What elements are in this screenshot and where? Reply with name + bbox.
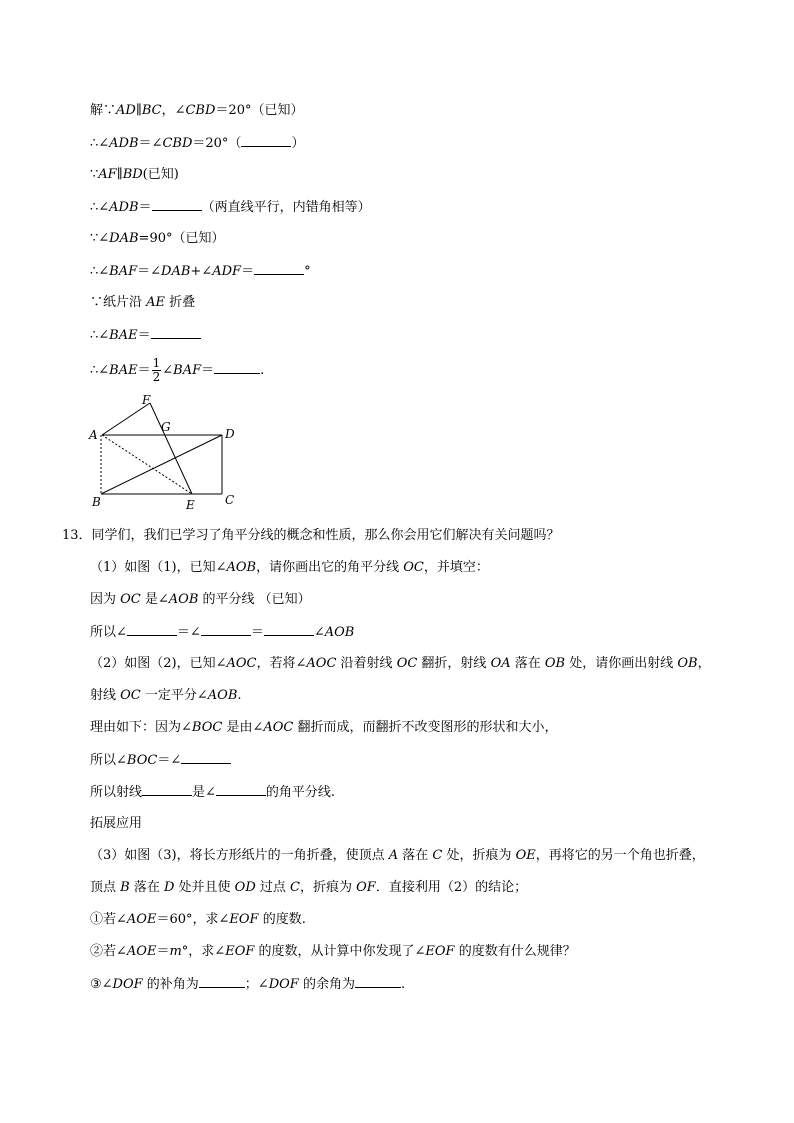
solution-line-7: ∵纸片沿 AE 折叠 [90, 295, 196, 310]
q13-title: 13．同学们，我们已学习了角平分线的概念和性质，那么你会用它们解决有关问题吗？ [62, 528, 560, 543]
q13-part2-claim: 射线 OC 一定平分∠AOB. [90, 688, 242, 703]
fraction-half: $\frac{1}{2}$ [152, 356, 161, 384]
solution-line-3: ∵AF∥BD(已知) [90, 167, 179, 182]
answer-blank[interactable] [152, 198, 202, 211]
q13-part3: （3）如图（3)，将长方形纸片的一角折叠，使顶点 A 落在 C 处，折痕为 OE，再将它的另一个角也折叠， [90, 848, 705, 863]
q13-part3-cont: 顶点 B 落在 D 处并且使 OD 过点 C，折痕为 OF．直接利用（2）的结论； [90, 880, 528, 895]
q13-sub3: ③∠DOF 的补角为 ；∠DOF 的余角为 . [90, 977, 406, 992]
answer-blank[interactable] [355, 975, 401, 988]
solution-line-4: ∴∠ADB＝ （两直线平行，内错角相等） [90, 200, 371, 215]
label-c: C [225, 493, 235, 507]
q13-part2-reason: 理由如下：因为∠BOC 是由∠AOC 翻折而成，而翻折不改变图形的形状和大小， [90, 720, 558, 735]
rectangle-fold-figure [88, 390, 248, 515]
answer-blank[interactable] [199, 975, 245, 988]
q13-sub2: ②若∠AOE＝m°，求∠EOF 的度数，从计算中你发现了∠EOF 的度数有什么规律？ [90, 944, 576, 959]
label-e: E [186, 498, 195, 512]
answer-blank[interactable] [216, 783, 266, 796]
q13-part2: （2）如图（2)，已知∠AOC，若将∠AOC 沿着射线 OC 翻折，射线 OA 落在 OB 处，请你画出射线 OB， [90, 656, 711, 671]
label-d: D [225, 427, 235, 441]
segment-af [102, 403, 150, 435]
solution-line-5: ∵∠DAB=90°（已知） [90, 231, 225, 246]
label-a: A [89, 428, 98, 442]
answer-blank[interactable] [214, 361, 260, 374]
solution-line-8: ∴∠BAE＝ [90, 326, 201, 345]
answer-blank[interactable] [142, 783, 192, 796]
answer-blank[interactable] [201, 623, 251, 636]
label-f: F [142, 393, 151, 407]
solution-line-1: 解∵AD∥BC，∠CBD＝20°（已知） [90, 103, 304, 118]
q13-part1: （1）如图（1)，已知∠AOB，请你画出它的角平分线 OC，并填空： [90, 560, 489, 575]
answer-blank[interactable] [241, 134, 291, 147]
segment-bd [101, 435, 222, 494]
solution-line-2: ∴∠ADB＝∠CBD＝20°（ ） [90, 136, 305, 151]
label-b: B [92, 495, 101, 509]
answer-blank[interactable] [264, 623, 314, 636]
q13-part2-conclusion: 所以射线 是∠ 的角平分线. [90, 785, 336, 800]
label-g: G [161, 420, 171, 434]
answer-blank[interactable] [127, 623, 177, 636]
q13-part1-because: 因为 OC 是∠AOB 的平分线 （已知） [90, 592, 311, 607]
q13-part2-so: 所以∠BOC＝∠ [90, 751, 231, 770]
solution-line-9: ∴∠BAE＝ $\frac{1}{2}$ ∠BAF＝ . [90, 356, 265, 384]
answer-blank[interactable] [181, 751, 231, 764]
answer-blank[interactable] [151, 326, 201, 339]
extension-heading: 拓展应用 [90, 816, 143, 831]
q13-sub1: ①若∠AOE＝60°，求∠EOF 的度数. [90, 912, 306, 927]
segment-fe [150, 403, 192, 494]
q13-part1-therefore: 所以∠ ＝∠ ＝ ∠AOB [90, 625, 355, 640]
solution-line-6: ∴∠BAF＝∠DAB+∠ADF＝ ° [90, 264, 311, 279]
answer-blank[interactable] [254, 262, 304, 275]
